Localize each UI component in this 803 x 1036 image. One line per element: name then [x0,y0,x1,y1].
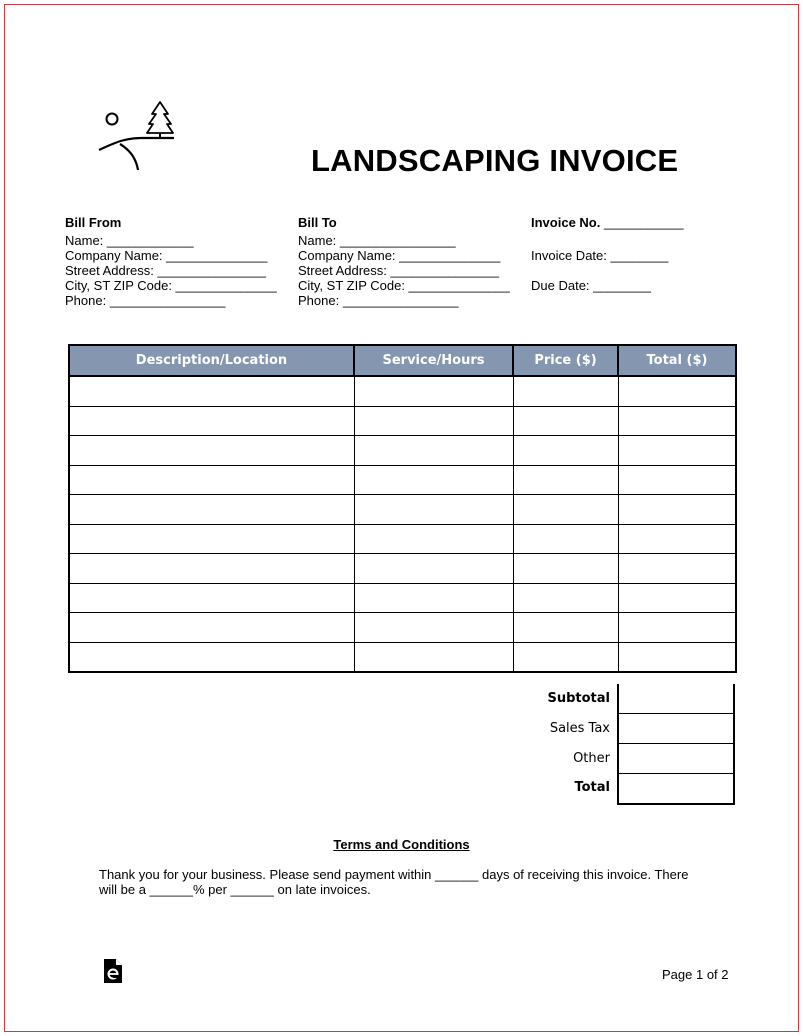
bill-from-street: Street Address: _______________ [65,263,266,278]
description-cell[interactable] [69,613,354,643]
bill-from-city: City, ST ZIP Code: ______________ [65,278,277,293]
total-cell[interactable] [618,406,736,436]
invoice-number-blank: ___________ [603,215,684,230]
other-label: Other [573,751,610,766]
header-total: Total ($) [618,345,736,376]
total-cell[interactable] [618,642,736,672]
price-cell[interactable] [513,642,618,672]
service-hours-cell[interactable] [354,613,513,643]
total-cell[interactable] [618,613,736,643]
bill-to-name: Name: ________________ [298,233,456,248]
total-cell[interactable] [618,376,736,406]
total-cell[interactable] [618,524,736,554]
description-cell[interactable] [69,465,354,495]
description-cell[interactable] [69,554,354,584]
table-header-row [69,345,736,376]
line-items-table [68,344,737,673]
table-body [69,376,736,672]
table-row [69,406,736,436]
price-cell[interactable] [513,406,618,436]
service-hours-cell[interactable] [354,376,513,406]
sales-tax-label: Sales Tax [549,721,610,736]
bill-to-phone: Phone: ________________ [298,293,459,308]
page-number: Page 1 of 2 [662,967,729,982]
service-hours-cell[interactable] [354,436,513,466]
header-price: Price ($) [513,345,618,376]
table-row [69,554,736,584]
bill-to-heading: Bill To [298,215,337,230]
table-row [69,495,736,525]
price-cell[interactable] [513,495,618,525]
bill-from-heading: Bill From [65,215,122,230]
price-cell[interactable] [513,524,618,554]
service-hours-cell[interactable] [354,495,513,525]
total-cell[interactable] [618,465,736,495]
service-hours-cell[interactable] [354,524,513,554]
price-cell[interactable] [513,583,618,613]
eforms-logo-icon [103,958,123,984]
landscape-logo-icon [96,98,180,176]
service-hours-cell[interactable] [354,465,513,495]
total-cell[interactable] [618,583,736,613]
terms-text: Thank you for your business. Please send payment within ______ days of receiving this invoice. There will be a ______% per ______ on late invoices. [99,867,689,897]
subtotal-cell[interactable] [619,684,733,714]
service-hours-cell[interactable] [354,583,513,613]
total-label: Total [574,780,610,795]
total-cell[interactable] [618,495,736,525]
price-cell[interactable] [513,376,618,406]
service-hours-cell[interactable] [354,642,513,672]
invoice-number-label: Invoice No. [531,215,601,230]
description-cell[interactable] [69,436,354,466]
description-cell[interactable] [69,406,354,436]
other-cell[interactable] [619,744,733,774]
invoice-title: LANDSCAPING INVOICE [311,143,679,178]
bill-from-phone: Phone: ________________ [65,293,226,308]
table-row [69,465,736,495]
bill-to-street: Street Address: _______________ [298,263,499,278]
bill-from-name: Name: ____________ [65,233,194,248]
total-cell[interactable] [618,554,736,584]
price-cell[interactable] [513,436,618,466]
service-hours-cell[interactable] [354,554,513,584]
bill-to-company: Company Name: ______________ [298,248,501,263]
description-cell[interactable] [69,524,354,554]
description-cell[interactable] [69,642,354,672]
bill-from-section [65,215,277,308]
header-description: Description/Location [69,345,354,376]
table-row [69,583,736,613]
service-hours-cell[interactable] [354,406,513,436]
table-row [69,524,736,554]
bill-to-section [298,215,510,308]
totals-box [617,684,735,805]
terms-heading: Terms and Conditions [333,837,470,852]
price-cell[interactable] [513,613,618,643]
table-row [69,376,736,406]
price-cell[interactable] [513,465,618,495]
bill-to-city: City, ST ZIP Code: ______________ [298,278,510,293]
description-cell[interactable] [69,495,354,525]
subtotal-label: Subtotal [547,691,610,706]
sales-tax-cell[interactable] [619,714,733,744]
total-cell[interactable] [619,774,733,803]
price-cell[interactable] [513,554,618,584]
total-cell[interactable] [618,436,736,466]
table-row [69,436,736,466]
invoice-date: Invoice Date: ________ [531,248,669,263]
due-date: Due Date: ________ [531,278,651,293]
bill-from-company: Company Name: ______________ [65,248,268,263]
table-row [69,613,736,643]
invoice-number [531,215,684,230]
description-cell[interactable] [69,583,354,613]
header-service-hours: Service/Hours [354,345,513,376]
table-row [69,642,736,672]
description-cell[interactable] [69,376,354,406]
